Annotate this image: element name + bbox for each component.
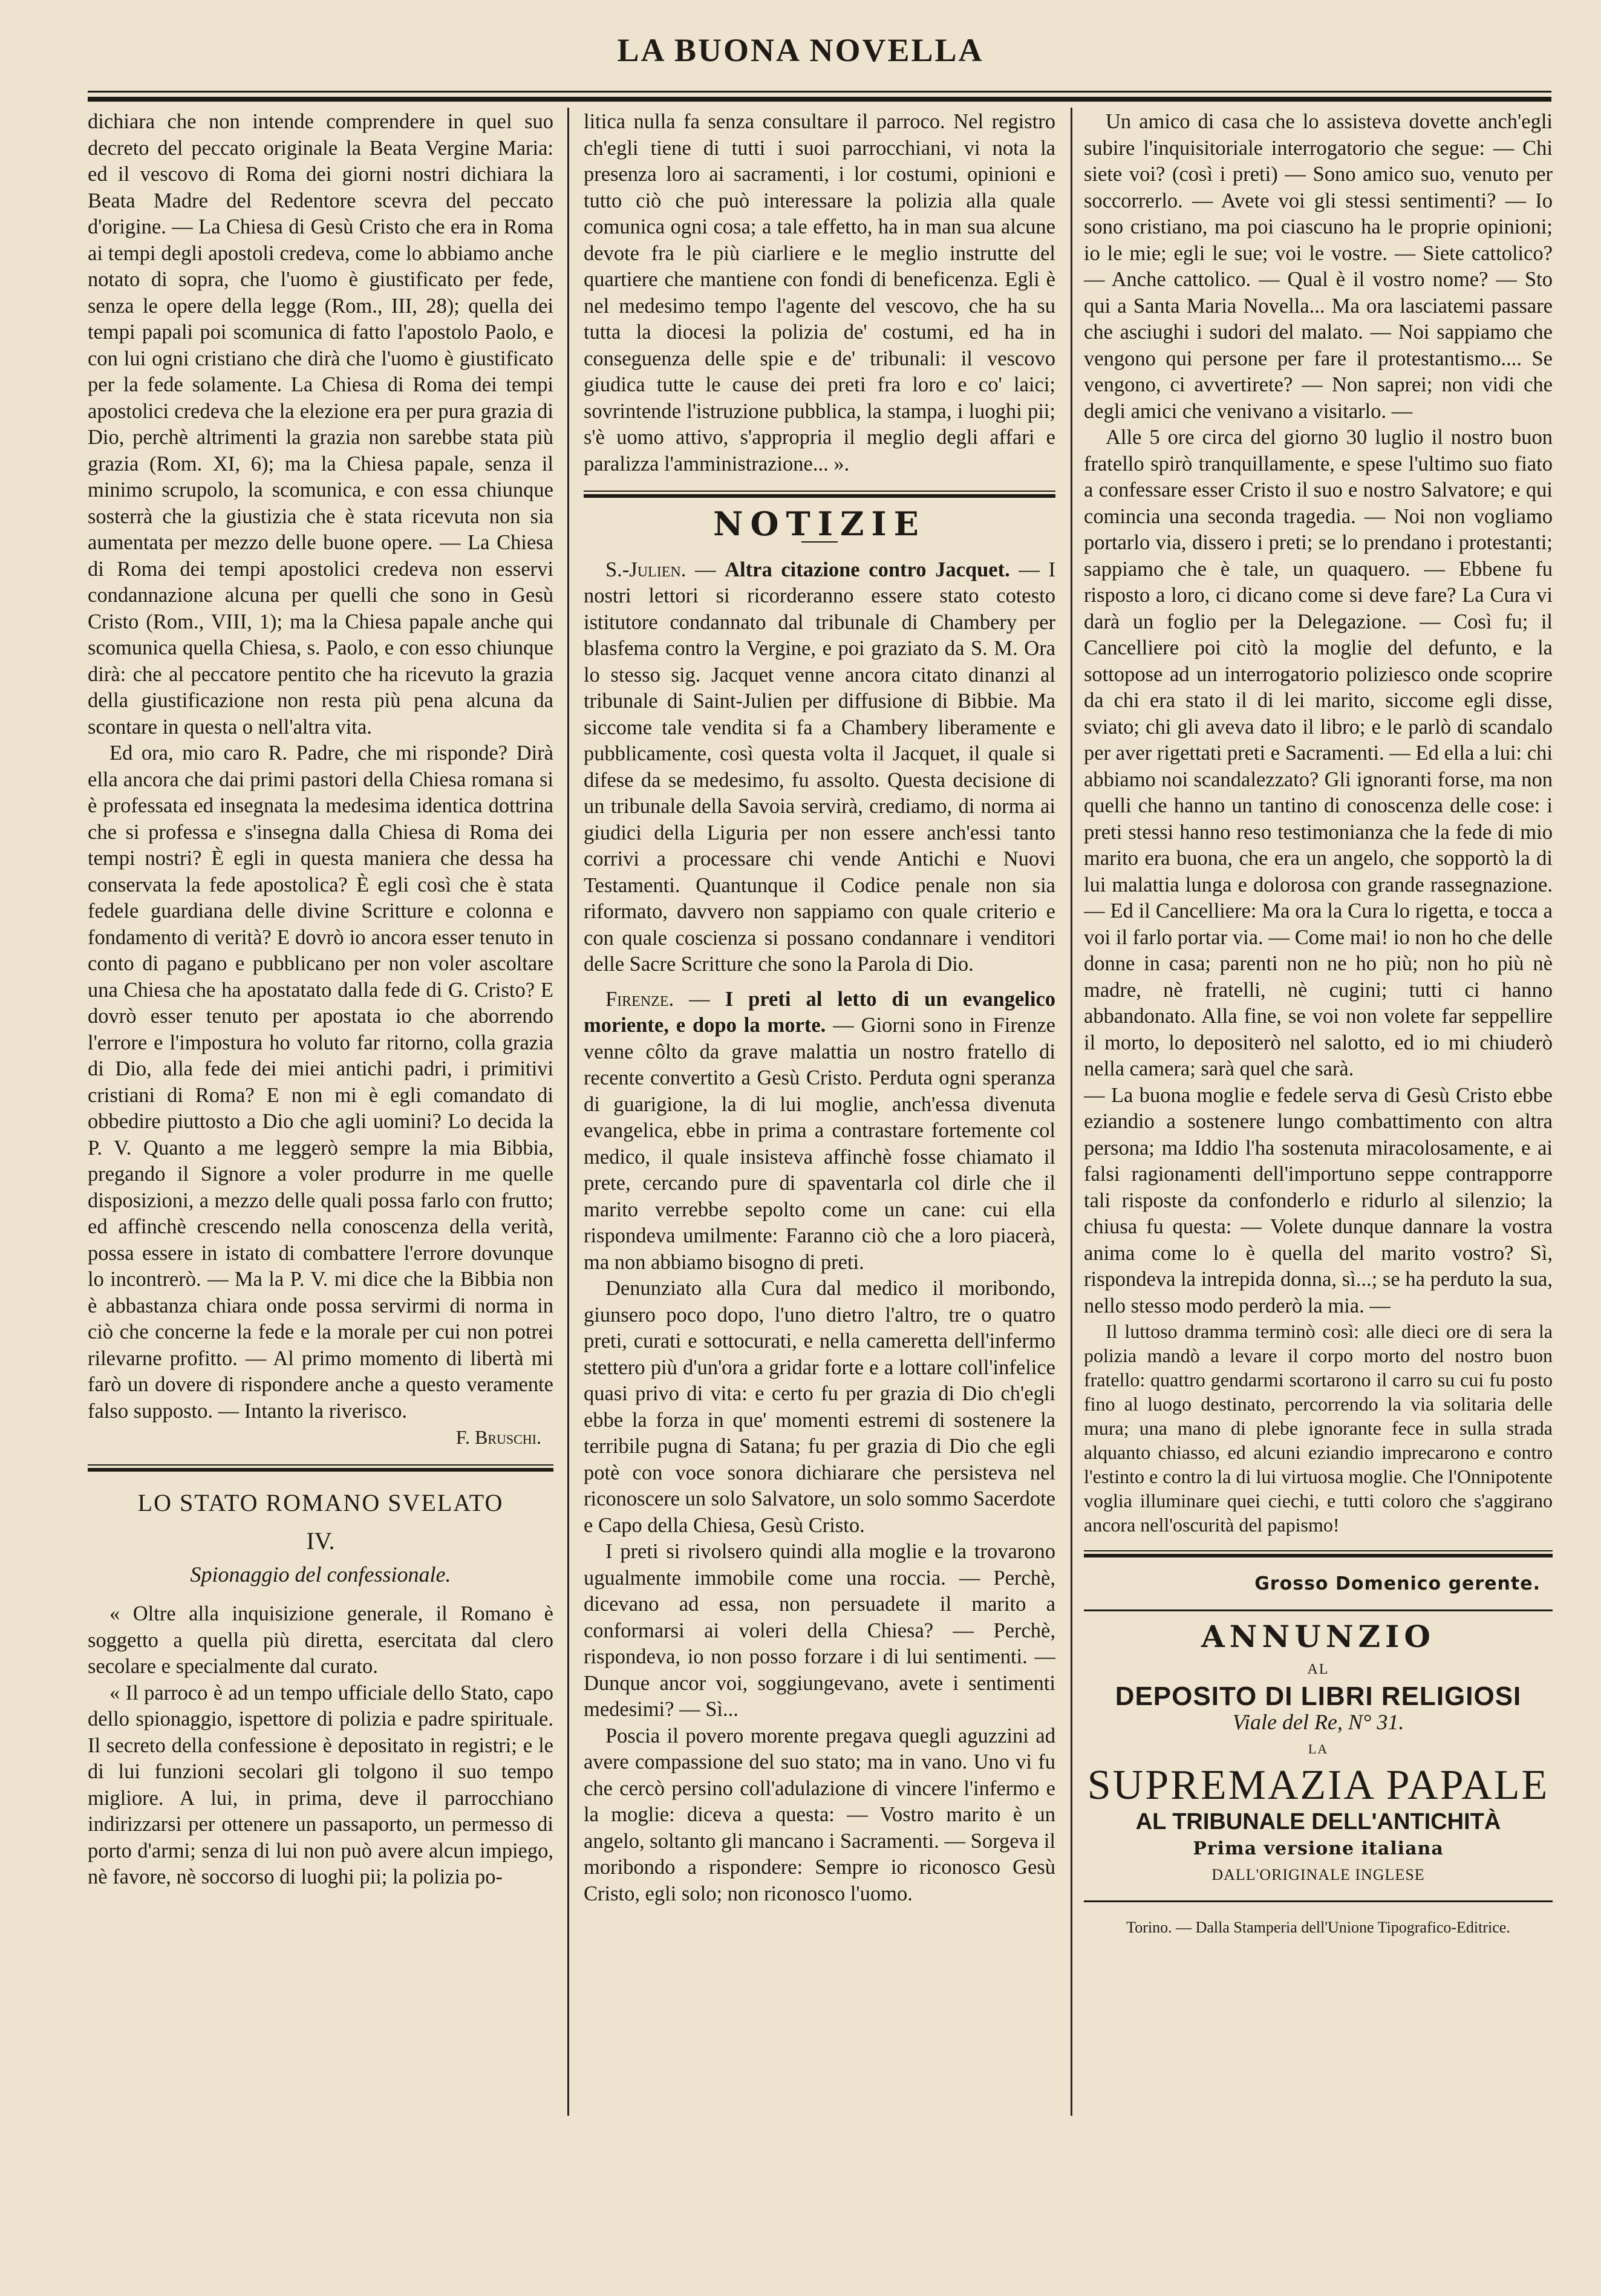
section-divider — [88, 1464, 553, 1472]
newspaper-title: LA BUONA NOVELLA — [617, 32, 984, 68]
book-origin: DALL'ORIGINALE INGLESE — [1211, 1866, 1425, 1883]
section-subtitle: Spionaggio del confessionale. — [190, 1562, 451, 1587]
column-3 — [1084, 109, 1553, 2141]
section-divider — [584, 491, 1055, 498]
header-rule-thick — [88, 97, 1551, 102]
article-paragraph: Poscia il povero morente pregava quegli aguzzini ad avere compassione del suo stato; ma in vano. Uno vi fu che cercò persino coll'adulazione di vincere l'infermo e la moglie: diceva a questa: — Vostro marito è un angelo, soltanto gli mancano i Sacramenti. — Sorgeva il moribondo a rispondere: Sempre io riconosco Gesù Cristo, egli solo; non riconosco l'uomo. — [584, 1724, 1055, 1905]
article-paragraph: « Oltre alla inquisizione generale, il Romano è soggetto a quella più diretta, esercitata dal clero secolare e specialmente dal curato. — [88, 1602, 553, 1678]
article-paragraph: Alle 5 ore circa del giorno 30 luglio il nostro buon fratello spirò tranquillamente, e spese l'ultimo suo fiato a confessare esser Cristo il suo e nostro Salvatore; e qui comincia una seconda tragedia. — Noi non vogliamo portarlo via, dissero i preti; se lo prendano i protestanti; sappiamo che è tale, un quaquero. — Ebbene fu risposto a loro, ci dicano come si deve fare? La Cura vi darà un foglio per la Delegazione. — Così fu; il Cancelliere poi citò la moglie del defunto, e la sottopose ad un interrogatorio poliziesco onde scoprire da chi era stato il di lei marito, siccome egli disse, sviato; chi gli aveva dato il libro; e le parlò di scandalo per aver rigettati preti e Sacramenti. — Ed ella a lui: chi abbiamo noi scandalezzato? Gli ignoranti forse, ma non quelli che hanno un tantino di conoscenza delle cose: i preti stessi hanno reso testimonianza che la fede di mio marito era buona, che era un angelo, che sopportò la di lui malattia lunga e dolorosa con grande rassegnazione. — Ed il Cancelliere: Ma ora la Cura lo rigetta, e tocca a voi il farlo portar via. — Come mai! io non ho che delle donne in casa; parenti non ne ho più; non ho più nè madre, nè fratelli, nè cugini; tutti ci hanno abbandonato. Alla fine, se voi non volete far seppellire il morto, lo depositerò nel salotto, ed io mi chiuderò nella camera; sarà quel che sarà. — [1084, 426, 1553, 1080]
book-title: SUPREMAZIA PAPALE — [1087, 1762, 1550, 1808]
section-number: IV. — [306, 1527, 335, 1554]
header-rule — [88, 91, 1551, 93]
news-item: S.-Julien. — Altra citazione contro Jacquet. — I nostri lettori si ricorderanno essere stato cotesto istitutore condannato dal tribunale di Chambery per blasfema contro la Vergine, e poi graziato da S. M. Ora lo stesso sig. Jacquet venne ancora citato dinanzi al tribunale di Saint-Julien per diffusione di Bibbie. Ma siccome tale vendita si fa a Chambery liberamente e pubblicamente, così questa volta il Jacquet, il quale si difese da se medesimo, fu assolto. Questa decisione di un tribunale della Savoia servirà, crediamo, di norma ai giudici della Liguria per non essere anch'essi tanto corrivi a processare chi vende Antichi e Nuovi Testamenti. Quantunque il Codice penale non sia riformato, davvero non sappiamo con quale criterio e con quale coscienza si possano condannare i venditori delle Sacre Scritture che sono la Parola di Dio. — [584, 558, 1055, 976]
article-paragraph: Il luttoso dramma terminò così: alle dieci ore di sera la polizia mandò a levare il corpo morto del nostro buon fratello: quattro gendarmi scortarono il carro su cui fu posto fino al luogo destinato, percorrendo la via solitaria delle mura; una mano di plebe ignorante fece in sulla strada alquanto chiasso, ed alcuni eziandio imprecarono e contro l'estinto e contro la di lui virtuosa moglie. Che l'Onnipotente voglia illuminare quei ciechi, e tutti coloro che s'aggirano ancora nell'oscurità del papismo! — [1084, 1320, 1553, 1536]
news-text: — I nostri lettori si ricorderanno essere stato cotesto istitutore condannato dal tribunale di Chambery per blasfema contro la Vergine, e poi graziato da S. M. Ora lo stesso sig. Jacquet venne ancora citato dinanzi al tribunale di Saint-Julien per diffusione di Bibbie. Ma siccome tale vendita si fa a Chambery liberamente e pubblicamente, così questa volta il Jacquet, il quale si difese da se medesimo, fu assolto. Questa decisione di un tribunale della Savoia servirà, crediamo, di norma ai giudici della Liguria per non essere anch'essi tanto corrivi a processare chi vende Antichi e Nuovi Testamenti. Quantunque il Codice penale non sia riformato, davvero non sappiamo con quale criterio e con quale coscienza si possano condannare i venditori delle Sacre Scritture che sono la Parola di Dio. — [584, 558, 1055, 976]
gerente-line: Grosso Domenico gerente. — [1254, 1573, 1541, 1594]
article-paragraph: litica nulla fa senza consultare il parroco. Nel registro ch'egli tiene di tutti i suoi parrocchiani, vi nota la presenza loro ai sacramenti, i lor costumi, opinioni e tutto ciò che può interessare la polizia alla quale comunica ogni cosa; a tale effetto, ha in man sua alcune devote fra le più ciarliere e le meglio instrutte del quartiere che mantiene con fondi di beneficenza. Egli è nel medesimo tempo l'agente del vescovo, che ha su tutta la diocesi la polizia de' costumi, ed ha in conseguenza delle spie e de' tribunali: il vescovo giudica tutte le cause dei preti fra loro e co' laici; sovrintende l'istruzione pubblica, la stampa, i luoghi pii; s'è uomo attivo, s'appropria il meglio degli affari e paralizza l'amministrazione... ». — [584, 110, 1055, 475]
article-signature: F. Bruschi. — [455, 1426, 541, 1448]
news-title: Altra citazione contro Jacquet. — [725, 558, 1010, 581]
section-divider — [1084, 1550, 1553, 1557]
article-paragraph: « Il parroco è ad un tempo ufficiale dello Stato, capo dello spionaggio, ispettore di polizia e padre spirituale. Il secreto della confessione è depositato in registri; e le di lui funzioni secolari gli tolgono il suo tempo migliore. A lui, in prima, deve il parrocchiano indirizzarsi per ottenere un passaporto, un permesso di porto d'armi; senza di lui non può avere alcun impiego, nè favore, nè soccorso di luoghi pii; la polizia po- — [88, 1681, 553, 1888]
news-item: Firenze. — I preti al letto di un evangelico moriente, e dopo la morte. — Giorni sono in Firenze venne côlto da grave malattia un nostro fratello di recente convertito a Gesù Cristo. Perduta ogni speranza di guarigione, la di lui moglie, anch'essa divenuta evangelica, ebbe in prima a contrastare fortemente col medico, il quale insisteva affinchè fosse chiamato il prete, cercando pure di spaventarla col dirle che il marito verrebbe sepolto come un cane: cui ella rispondeva umilmente: Faranno ciò che a loro piacerà, ma non abbiamo bisogno di preti. — [584, 987, 1055, 1274]
announcement-la: LA — [1308, 1741, 1329, 1756]
article-paragraph: — La buona moglie e fedele serva di Gesù Cristo ebbe eziandio a sostenere lungo combattimento con altra persona; ma Iddio l'ha sostenuta miracolosamente, e ai falsi ragionamenti dell'importuno seppe contrapporre tali risposte da confonderlo e ridurlo al silenzio; la chiusa fu questa: — Volete dunque dannare la vostra anima come lo è quella del marito vostro? Sì, rispondeva la intrepida donna, sì...; se ha perduto la sua, nello stesso modo perderò la mia. — — [1084, 1083, 1553, 1317]
column-divider-1 — [567, 108, 569, 2116]
printer-line: Torino. — Dalla Stamperia dell'Unione Tipografico-Editrice. — [1126, 1918, 1510, 1936]
article-paragraph: dichiara che non intende comprendere in quel suo decreto del peccato originale la Beata Vergine Maria: ed il vescovo di Roma dei giorni nostri dichiara la Beata Madre del Redentore scevra del peccato d'origine. — La Chiesa di Gesù Cristo che era in Roma ai tempi degli apostoli credeva, come lo abbiamo anche notato di sopra, che l'uomo è giustificato per fede, senza le opere della legge (Rom., III, 28); quella dei tempi papali poi scomunica di fatto l'apostolo Paolo, e con lui ogni cristiano che dirà che l'uomo è giustificato per la fede solamente. La Chiesa di Roma dei tempi apostolici credeva che la elezione era per pura grazia di Dio, perchè altrimenti la grazia non sarebbe stata più grazia (Rom. XI, 6); ma la Chiesa papale, senza il minimo scrupolo, la scomunica, e con essa chiunque sosterrà che la giustizia che è stata ricevuta non sia aumentata per mezzo delle buone opere. — La Chiesa di Roma dei tempi apostolici credeva non esservi condannazione alcuna per quelli che sono in Gesù Cristo (Rom., VIII, 1); ma la Chiesa papale anche qui scomunica quella Chiesa, s. Paolo, e con esso chiunque dirà: che al peccatore pentito che ha ricevuto la grazia della giustificazione non resta più pena alcuna da scontare in questa o nell'altra vita. — [88, 110, 553, 739]
article-paragraph: Un amico di casa che lo assisteva dovette anch'egli subire l'inquisitoriale interrogatorio che segue: — Chi siete voi? (così i preti) — Sono amico suo, venuto per soccorrerlo. — Avete voi gli stessi sentimenti? — Io sono cristiano, ma poi ciascuno ha le proprie opinioni; io le mie; egli le sue; voi le vostre. — Siete cattolico? — Anche cattolico. — Qual è il vostro nome? — Sto qui a Santa Maria Novella... Ma ora lasciatemi passare che asciughi i sudori del malato. — Noi sappiamo che vengono qui persone per fare il protestantismo.... Se vengono, ci avvertirete? — Non saprei; non vidi che degli amici che venivano a visitarlo. — — [1084, 110, 1553, 423]
divider — [1084, 1609, 1553, 1611]
announcement-al: AL — [1307, 1662, 1329, 1677]
divider — [1084, 1900, 1553, 1902]
column-divider-2 — [1071, 108, 1072, 2116]
article-paragraph: Denunziato alla Cura dal medico il moribondo, giunsero poco dopo, l'uno dietro l'altro, tre o quatro preti, curati e sottocurati, e nella cameretta dell'infermo stettero più d'un'ora a gridar forte e a lottare coll'infelice quasi privo di vita: e certo fu per grazia di Dio ch'egli ebbe la forza in que' momenti estremi di sostenere la terribile pugna di Satana; fu per grazia di Dio che egli potè con voce sonora dichiarare che persisteva nel riconoscere un solo Salvatore, un solo sommo Sacerdote e Capo della Chiesa, Gesù Cristo. — [584, 1277, 1055, 1537]
article-paragraph: Ed ora, mio caro R. Padre, che mi risponde? Dirà ella ancora che dai primi pastori della Chiesa romana si è professata ed insegnata la medesima identica dottrina che si professa e s'insegna dalla Chiesa di Roma dei tempi nostri? È egli in questa maniera che dessa ha conservata la fede apostolica? È egli così che è stata fedele guardiana delle divine Scritture e colonna e fondamento di verità? E dovrò io ancora esser tenuto in conto di pagano e pubblicano per non voler ascoltare una Chiesa che ha apostatato dalla fede di G. Cristo? E dovrò esser tenuto per apostata io che aborrendo l'errore e l'impostura ho voluto far ritorno, colla grazia di Dio, alla fede dei miei antichi padri, i primitivi cristiani di Roma? E non mi è egli comandato di obbedire piuttosto a Dio che agli uomini? Lo decida la P. V. Quanto a me leggerò sempre la mia Bibbia, pregando il Signore a voler produrre in me quelle disposizioni, a mezzo delle quali possa farlo con frutto; ed affinchè crescendo nella conoscenza della verità, possa essere in istato di combattere l'errore dovunque lo incontrerò. — Ma la P. V. mi dice che la Bibbia non è abbastanza chiara onde possa servirmi di norma in ciò che concerne la fede e la morale per cui non potrei rilevarne profitto. — Al primo momento di libertà mi farò un dovere di rispondere anche a questo veramente falso supposto. — Intanto la riverisco. — [88, 742, 553, 1423]
announcement-deposito: DEPOSITO DI LIBRI RELIGIOSI — [1115, 1681, 1522, 1711]
book-subtitle: AL TRIBUNALE DELL'ANTICHITÀ — [1135, 1809, 1501, 1835]
notizie-heading: NOTIZIE — [713, 504, 926, 543]
section-title: LO STATO ROMANO SVELATO — [137, 1489, 504, 1516]
news-place: Firenze. — [605, 987, 674, 1011]
news-place: S.-Julien. — [605, 558, 686, 581]
column-1 — [88, 109, 553, 2141]
announcement-address: Viale del Re, N° 31. — [1232, 1710, 1404, 1734]
column-2 — [584, 109, 1055, 2141]
book-edition: Prima versione italiana — [1193, 1838, 1444, 1859]
article-paragraph: I preti si rivolsero quindi alla moglie e la trovarono ugualmente immobile come una roccia. — Perchè, dicevano ad essa, non persuadete il marito a conformarsi ai voleri della Chiesa? — Perchè, rispondeva, io non posso forzare i di lui sentimenti. — Dunque ancor voi, soggiungevano, avete i sentimenti medesimi? — Sì... — [584, 1540, 1055, 1721]
news-title: I preti al letto di un evangelico moriente, e dopo la morte. — [584, 987, 1055, 1037]
news-text: — Giorni sono in Firenze venne côlto da grave malattia un nostro fratello di recente convertito a Gesù Cristo. Perduta ogni speranza di guarigione, la di lui moglie, anch'essa divenuta evangelica, ebbe in prima a contrastare fortemente col medico, il quale insisteva affinchè fosse chiamato il prete, cercando pure di spaventarla col dirle che il marito verrebbe sepolto come un cane: cui ella rispondeva umilmente: Faranno ciò che a loro piacerà, ma non abbiamo bisogno di preti. — [584, 1014, 1055, 1274]
annunzio-heading: ANNUNZIO — [1201, 1618, 1435, 1654]
